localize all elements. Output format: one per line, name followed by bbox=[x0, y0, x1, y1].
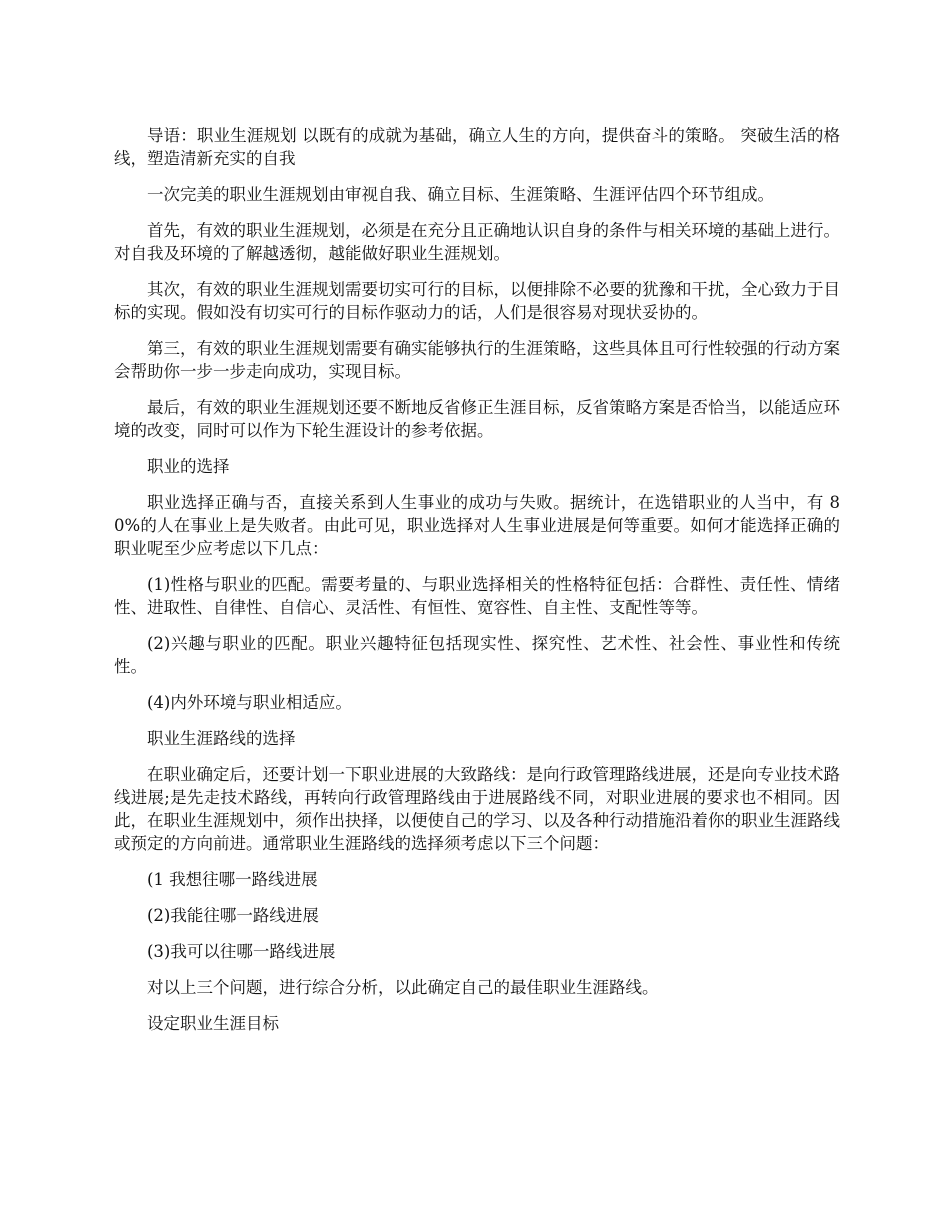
intro-paragraph: 导语：职业生涯规划 以既有的成就为基础，确立人生的方向，提供奋斗的策略。 突破生活的格线，塑造清新充实的自我 bbox=[114, 126, 840, 168]
list-item: (4)内外环境与职业相适应。 bbox=[147, 693, 352, 712]
paragraph: 其次，有效的职业生涯规划需要切实可行的目标，以便排除不必要的犹豫和干扰，全心致力于目标的实现。假如没有切实可行的目标作驱动力的话，人们是很容易对现状妥协的。 bbox=[114, 280, 840, 322]
list-item: (1)性格与职业的匹配。需要考量的、与职业选择相关的性格特征包括：合群性、责任性、情绪性、进取性、自律性、自信心、灵活性、有恒性、宽容性、自主性、支配性等等。 bbox=[114, 575, 840, 617]
list-item: (3)我可以往哪一路线进展 bbox=[147, 942, 336, 961]
paragraph: 第三，有效的职业生涯规划需要有确实能够执行的生涯策略，这些具体且可行性较强的行动方案会帮助你一步一步走向成功，实现目标。 bbox=[114, 339, 840, 381]
list-item: (2)兴趣与职业的匹配。职业兴趣特征包括现实性、探究性、艺术性、社会性、事业性和传统性。 bbox=[114, 634, 840, 676]
paragraph: 一次完美的职业生涯规划由审视自我、确立目标、生涯策略、生涯评估四个环节组成。 bbox=[147, 185, 774, 204]
paragraph: 职业选择正确与否，直接关系到人生事业的成功与失败。据统计，在选错职业的人当中，有 80%的人在事业上是失败者。由此可见，职业选择对人生事业进展是何等重要。如何才能选择正确的职业呢至少应考虑以下几点： bbox=[114, 493, 840, 558]
paragraph: 首先，有效的职业生涯规划，必须是在充分且正确地认识自身的条件与相关环境的基础上进行。对自我及环境的了解越透彻，越能做好职业生涯规划。 bbox=[114, 221, 840, 263]
document-body bbox=[114, 124, 840, 1048]
paragraph: 最后，有效的职业生涯规划还要不断地反省修正生涯目标，反省策略方案是否恰当，以能适应环境的改变，同时可以作为下轮生涯设计的参考依据。 bbox=[114, 398, 840, 440]
section-heading: 职业生涯路线的选择 bbox=[147, 729, 296, 748]
list-item: (2)我能往哪一路线进展 bbox=[147, 906, 319, 925]
section-heading: 设定职业生涯目标 bbox=[147, 1014, 279, 1033]
list-item: (1 我想往哪一路线进展 bbox=[147, 870, 318, 889]
paragraph: 在职业确定后，还要计划一下职业进展的大致路线：是向行政管理路线进展，还是向专业技术路线进展;是先走技术路线，再转向行政管理路线由于进展路线不同，对职业进展的要求也不相同。因此，在职业生涯规划中，须作出抉择，以便使自己的学习、以及各种行动措施沿着你的职业生涯路线或预定的方向前进。通常职业生涯路线的选择须考虑以下三个问题： bbox=[114, 765, 840, 853]
paragraph: 对以上三个问题，进行综合分析，以此确定自己的最佳职业生涯路线。 bbox=[147, 978, 659, 997]
section-heading: 职业的选择 bbox=[147, 457, 230, 476]
